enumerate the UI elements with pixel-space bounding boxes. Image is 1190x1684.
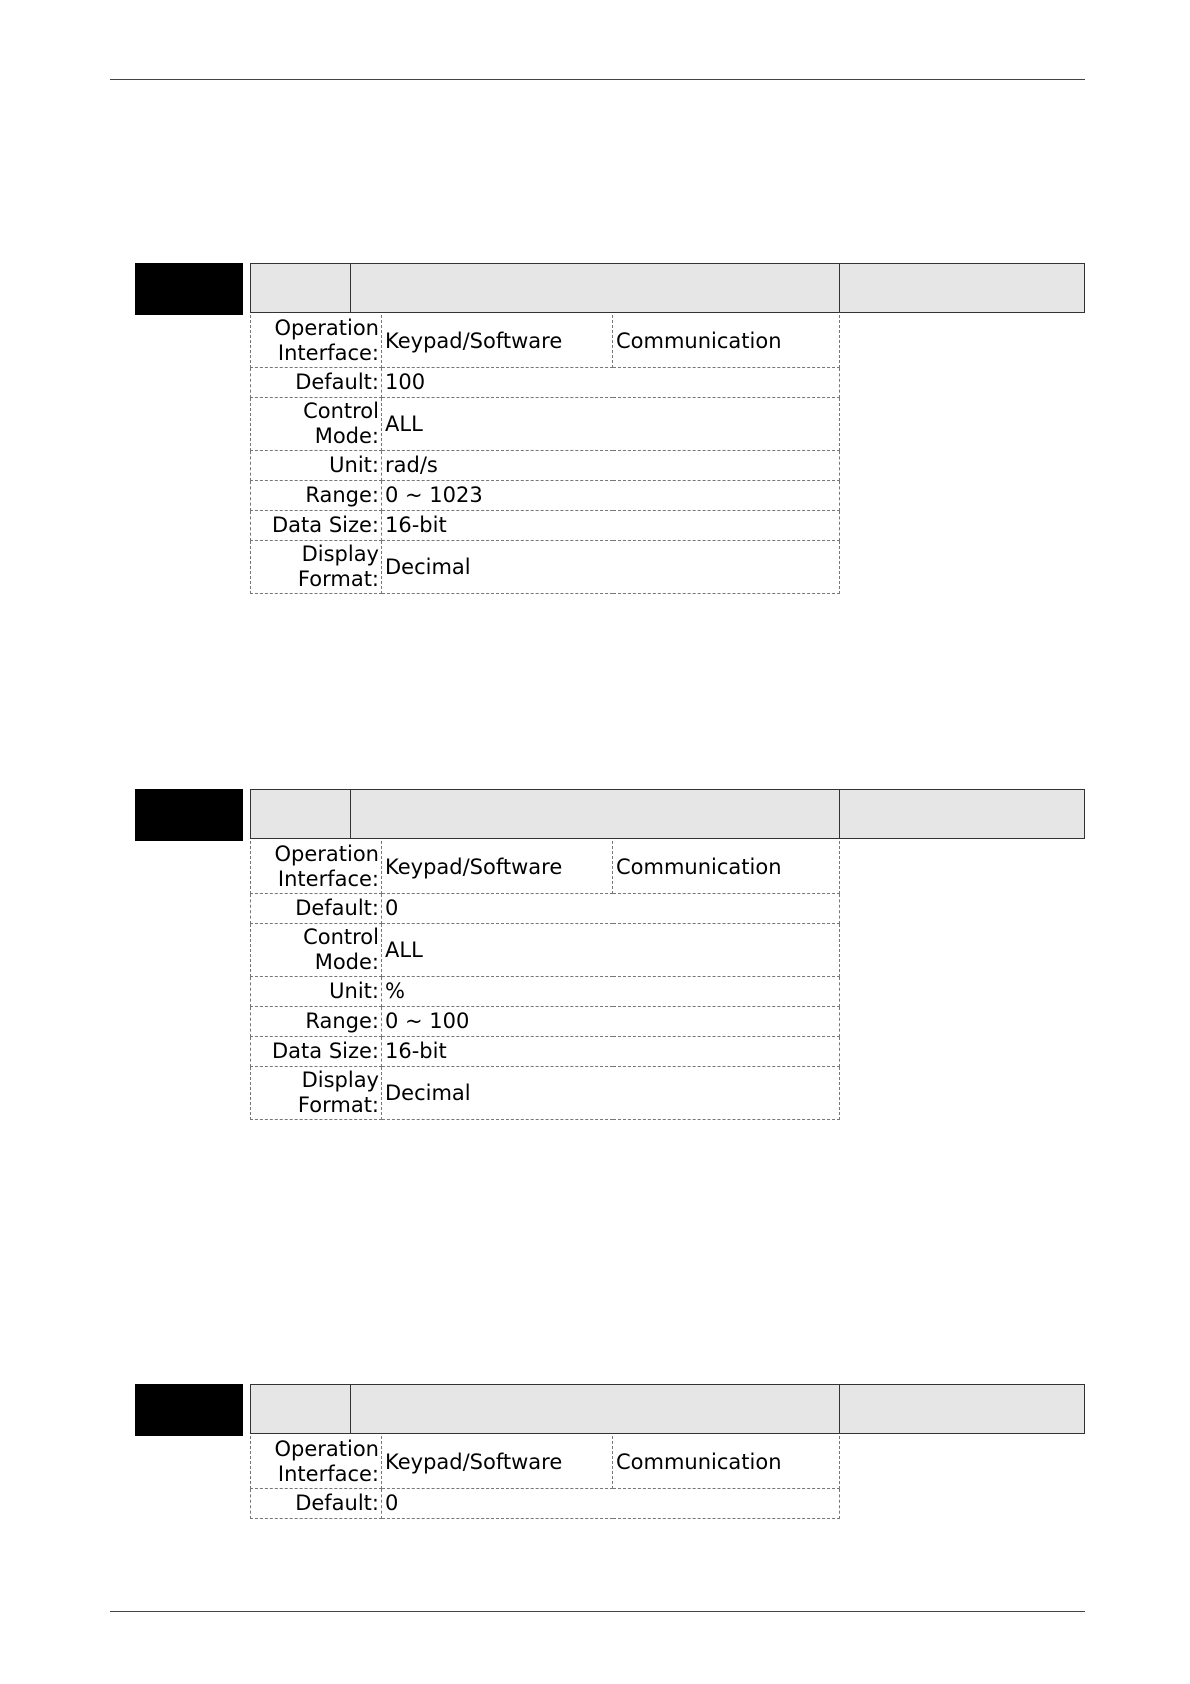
header-cell-address [251, 1385, 351, 1433]
operation-interface-label: Operation Interface: [251, 1436, 382, 1489]
row-operation-interface [251, 315, 840, 368]
range-label: Range: [251, 1007, 382, 1037]
header-cell-name [351, 264, 840, 312]
display-format-value: Decimal [382, 1067, 840, 1120]
parameter-code-tab [135, 789, 243, 841]
parameter-header-bar [250, 1384, 1085, 1434]
data-size-label: Data Size: [251, 1037, 382, 1067]
range-label: Range: [251, 481, 382, 511]
default-label: Default: [251, 368, 382, 398]
unit-label: Unit: [251, 977, 382, 1007]
row-range [251, 481, 840, 511]
control-mode-value: ALL [382, 924, 840, 977]
parameter-header-bar [250, 789, 1085, 839]
range-value: 0 ~ 100 [382, 1007, 840, 1037]
default-value: 0 [382, 894, 840, 924]
unit-label: Unit: [251, 451, 382, 481]
range-value: 0 ~ 1023 [382, 481, 840, 511]
parameter-attribute-table [250, 315, 840, 594]
row-default [251, 1489, 840, 1519]
communication-value: Communication [613, 315, 840, 368]
communication-value: Communication [613, 1436, 840, 1489]
operation-interface-label: Operation Interface: [251, 315, 382, 368]
data-size-value: 16-bit [382, 1037, 840, 1067]
parameter-header-bar [250, 263, 1085, 313]
control-mode-label: Control Mode: [251, 924, 382, 977]
data-size-value: 16-bit [382, 511, 840, 541]
row-operation-interface [251, 1436, 840, 1489]
parameter-attribute-table [250, 841, 840, 1120]
default-label: Default: [251, 894, 382, 924]
keypad-software-value: Keypad/Software [382, 315, 613, 368]
row-default [251, 894, 840, 924]
default-value: 100 [382, 368, 840, 398]
display-format-value: Decimal [382, 541, 840, 594]
row-data-size [251, 1037, 840, 1067]
keypad-software-value: Keypad/Software [382, 841, 613, 894]
default-value: 0 [382, 1489, 840, 1519]
row-operation-interface [251, 841, 840, 894]
display-format-label: Display Format: [251, 541, 382, 594]
header-cell-name [351, 1385, 840, 1433]
unit-value: % [382, 977, 840, 1007]
row-control-mode [251, 924, 840, 977]
header-cell-name [351, 790, 840, 838]
control-mode-label: Control Mode: [251, 398, 382, 451]
unit-value: rad/s [382, 451, 840, 481]
row-range [251, 1007, 840, 1037]
control-mode-value: ALL [382, 398, 840, 451]
header-cell-address [251, 790, 351, 838]
data-size-label: Data Size: [251, 511, 382, 541]
operation-interface-label: Operation Interface: [251, 841, 382, 894]
row-unit [251, 977, 840, 1007]
row-control-mode [251, 398, 840, 451]
row-display-format [251, 541, 840, 594]
row-display-format [251, 1067, 840, 1120]
row-data-size [251, 511, 840, 541]
footer-rule [110, 1611, 1085, 1612]
display-format-label: Display Format: [251, 1067, 382, 1120]
parameter-code-tab [135, 263, 243, 315]
parameter-code-tab [135, 1384, 243, 1436]
row-unit [251, 451, 840, 481]
header-rule [110, 79, 1085, 80]
communication-value: Communication [613, 841, 840, 894]
header-cell-address [251, 264, 351, 312]
row-default [251, 368, 840, 398]
default-label: Default: [251, 1489, 382, 1519]
parameter-attribute-table [250, 1436, 840, 1519]
keypad-software-value: Keypad/Software [382, 1436, 613, 1489]
